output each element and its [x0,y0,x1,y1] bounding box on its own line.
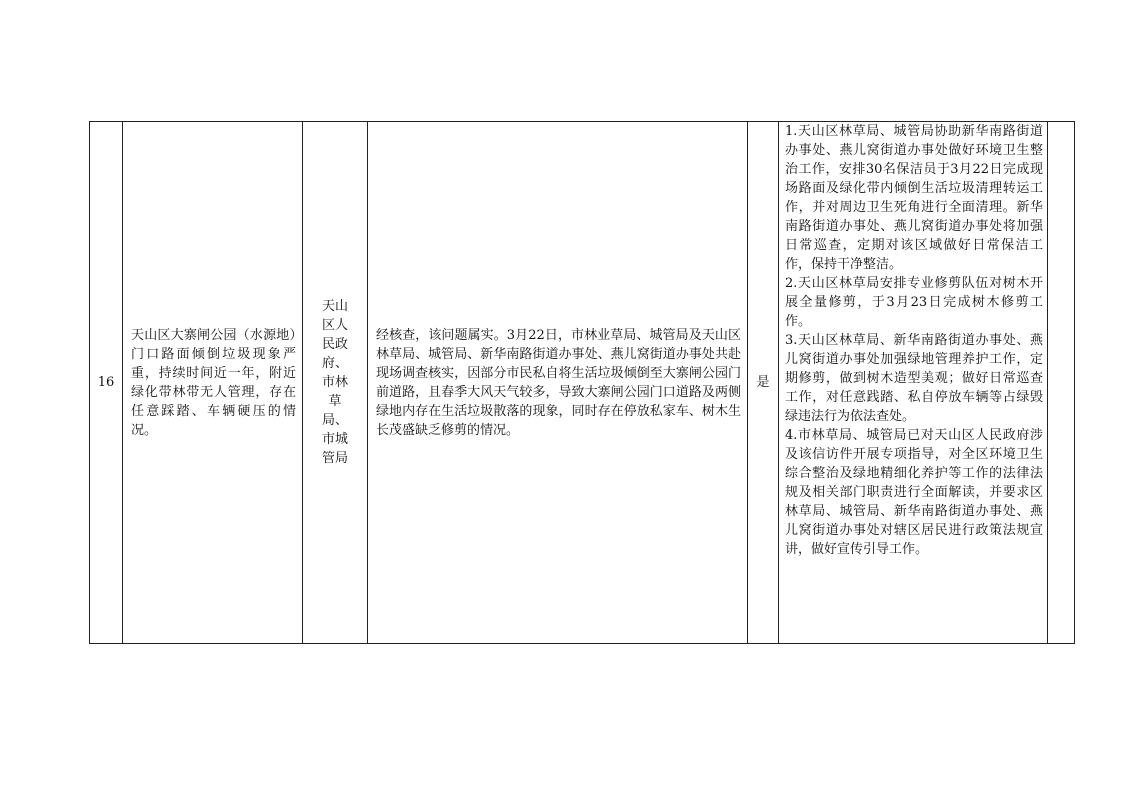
is-true-cell: 是 [748,122,779,644]
investigation-finding: 经核查，该问题属实。3月22日，市林业草局、城管局及天山区林草局、城管局、新华南路街道办事处、燕儿窝街道办事处共赴现场调查核实，因部分市民私自将生活垃圾倾倒至大寨闸公园门前道路，且春季大风天气较多，导致大寨闸公园门口道路及两侧绿地内存在生活垃圾散落的现象，同时存在停放私家车、树木生长茂盛缺乏修剪的情况。 [368,122,748,644]
measure-item: 3.天山区林草局、新华南路街道办事处、燕儿窝街道办事处加强绿地管理养护工作，定期修剪，做到树木造型美观；做好日常巡查工作，对任意践踏、私自停放车辆等占绿毁绿违法行为依法查处。 [785,333,1043,424]
table-row [90,122,1075,644]
petition-table [89,121,1075,644]
rectification-measures [779,122,1048,644]
measure-item: 2.天山区林草局安排专业修剪队伍对树木开展全量修剪，于3月23日完成树木修剪工作。 [785,276,1043,329]
row-number: 16 [90,122,123,644]
responsible-unit-cell [303,122,368,644]
responsible-unit: 天山区人民政府、市林草局、市城管局 [321,299,348,466]
measure-item: 1.天山区林草局、城管局协助新华南路街道办事处、燕儿窝街道办事处做好环境卫生整治工作，安排30名保洁员于3月22日完成现场路面及绿化带内倾倒生活垃圾清理转运工作，并对周边卫生死角进行全面清理。新华南路街道办事处、燕儿窝街道办事处将加强日常巡查，定期对该区域做好日常保洁工作，保持干净整洁。 [785,124,1043,272]
issue-description: 天山区大寨闸公园（水源地）门口路面倾倒垃圾现象严重，持续时间近一年，附近绿化带林带无人管理，存在任意踩踏、车辆硬压的情况。 [123,122,303,644]
measure-item: 4.市林草局、城管局已对天山区人民政府涉及该信访件开展专项指导，对全区环境卫生综合整治及绿地精细化养护等工作的法律法规及相关部门职责进行全面解读，并要求区林草局、城管局、新华南路街道办事处、燕儿窝街道办事处对辖区居民进行政策法规宣讲，做好宣传引导工作。 [785,428,1043,557]
remarks-cell [1048,122,1075,644]
